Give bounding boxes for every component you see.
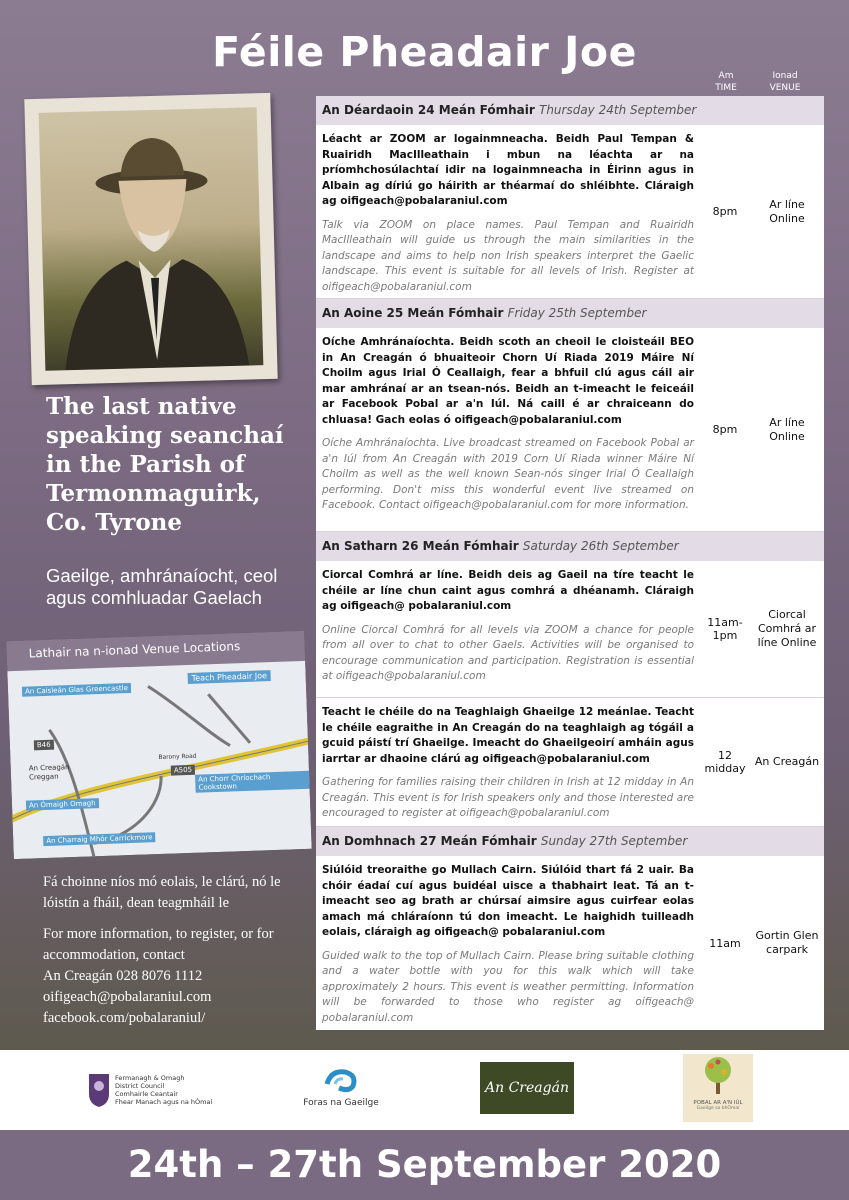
day-header [316, 96, 824, 125]
pobal-sublabel: Gaeilge sa bhOmaí [696, 1106, 740, 1111]
schedule-table [316, 96, 824, 1030]
contact-en: For more information, to register, or for accommodation, contact [43, 926, 274, 963]
date-banner: 24th – 27th September 2020 [0, 1130, 849, 1200]
page-title: Féile Pheadair Joe [212, 28, 637, 76]
day-header-ga: An Satharn 26 Meán Fómhair [322, 539, 519, 553]
foras-swirl-icon [323, 1066, 359, 1094]
council-line: Fhear Manach agus na hÓmaí [115, 1098, 213, 1106]
time-header-ga: Am [718, 71, 734, 81]
event-row [316, 561, 824, 698]
map-label-b46: B46 [34, 740, 54, 751]
event-venue: Ar líne Online [769, 197, 805, 225]
venue-header-ga: Ionad [772, 71, 798, 81]
council-line: Comhairle Ceantair [115, 1090, 178, 1098]
creagan-logo: An Creagán [480, 1062, 574, 1114]
event-time: 12 midday [704, 749, 746, 775]
map-title: Lathair na n-ionad Venue Locations [28, 639, 241, 661]
venue-map [6, 631, 311, 859]
time-header-en: TIME [715, 83, 737, 93]
map-label-omagh: An Ómaigh Omagh [26, 798, 99, 811]
map-label-a505: A505 [171, 765, 195, 776]
event-desc-ga: Ciorcal Comhrá ar líne. Beidh deis ag Gaeil na tíre teacht le chéile ar líne chun caint agus comhrá a dhéanamh. Cláraigh ag oifigeach@ pobalaraniul.com [322, 569, 694, 612]
day-header-en: Thursday 24th September [538, 103, 697, 117]
council-line: Fermanagh & Omagh [115, 1074, 185, 1082]
contact-email[interactable]: oifigeach@pobalaraniul.com [43, 989, 212, 1005]
event-time: 8pm [712, 205, 738, 218]
venue-column-header [752, 70, 818, 94]
event-desc-en: Oíche Amhránaíochta. Live broadcast streamed on Facebook Pobal ar a'n Iúl from An Creagán with 2019 Corn Uí Riada winner Máire Ní Choilm as well as the well known Sean-nós singer Irial Ó Ceallaigh performing. Don't miss this wonderful event live streamed on Facebook. Contact oifigeach@pobalaraniul.com for more information. [322, 437, 694, 511]
pobal-label: POBAL AR A'N IÚL [693, 1100, 743, 1106]
time-column-header [706, 70, 746, 94]
portrait-figure [39, 107, 264, 371]
event-time: 11am [709, 936, 741, 950]
event-desc-en: Online Ciorcal Comhrá for all levels via ZOOM a chance for people from all over to chat to other Gaels. Activities will be organised to encourage communication and participation. Registration is essential at oifigeach@pobalaraniul.com [322, 623, 694, 682]
day-header-en: Sunday 27th September [540, 834, 688, 848]
day-header-en: Friday 25th September [507, 306, 647, 320]
map-label-greencastle: An Caisleán Glas Greencastle [22, 683, 131, 697]
day-header [316, 532, 824, 561]
event-time: 8pm [712, 423, 738, 436]
day-header-ga: An Domhnach 27 Meán Fómhair [322, 834, 537, 848]
council-logo [88, 1072, 212, 1108]
event-desc-en: Talk via ZOOM on place names. Paul Tempan and Ruairidh MacIlleathain will guide us through the main similarities in the landscape and aims to help non Irish speakers interpret the Gaelic landscape. This event is suitable for all levels of Irish. Register at oifigeach@pobalaraniul.com [322, 218, 694, 293]
day-header-ga: An Déardaoin 24 Meán Fómhair [322, 103, 535, 117]
council-crest-icon [88, 1072, 110, 1108]
contact-facebook[interactable]: facebook.com/pobalaraniul/ [43, 1010, 206, 1026]
map-label-carrickmore: An Charraig Mhór Carrickmore [43, 832, 156, 846]
contact-block [43, 872, 313, 1029]
council-line: District Council [115, 1082, 165, 1090]
event-time: 11am-1pm [707, 616, 743, 642]
day-header [316, 827, 824, 856]
event-row [316, 125, 824, 299]
contact-ga: Fá choinne níos mó eolais, le clárú, nó le lóistín a fháil, dean teagmháil le [43, 874, 281, 911]
pobal-logo [683, 1054, 753, 1122]
event-desc-en: Gathering for families raising their children in Irish at 12 midday in An Creagán. This event is for Irish speakers only and those interested are encouraged to register at oifigeach@pobalaraniul.com [322, 776, 694, 819]
intro-heading: The last native speaking seanchaí in the Parish of Termonmaguirk, Co. Tyrone [46, 393, 284, 536]
event-desc-ga: Léacht ar ZOOM ar logainmneacha. Beidh Paul Tempan & Ruairidh MacIlleathain i mbun na léachta ar na príomhchosúlachtaí idir na logainmneacha in Éirinn agus in Albain ag díriú go háirith ar théarmaí do shléibhte. Cláraigh ag oifigeach@pobalaraniul.com [322, 133, 694, 207]
day-header-en: Saturday 26th September [522, 539, 679, 553]
event-venue: Ciorcal Comhrá ar líne Online [757, 608, 817, 649]
event-row [316, 328, 824, 532]
event-row [316, 698, 824, 827]
event-venue: Ar líne Online [769, 415, 805, 443]
map-label-cookstown: An Chorr Chríochach Cookstown [195, 771, 310, 793]
contact-phone: An Creagán 028 8076 1112 [43, 968, 203, 984]
event-desc-ga: Oíche Amhránaíochta. Beidh scoth an cheoil le cloisteáil BEO in An Creagán ó bhuaiteoir Chorn Uí Riada 2019 Máire Ní Choilm agus Irial Ó Ceallaigh, fear a bhfuil clú agus cáil air mar amhránaí ar an tsean-nós. Beidh an t-imeacht le feiceáil ar Facebook Pobal ar a'n Iúl. Ná caill é ar chraiceann do chluasa! Gach eolas ó oifigeach@pobalaraniul.com [322, 336, 694, 426]
event-venue: Gortin Glen carpark [755, 929, 819, 956]
map-label-barony-road: Barony Road [158, 752, 197, 762]
foras-label: Foras na Gaeilge [303, 1098, 379, 1108]
event-desc-en: Guided walk to the top of Mullach Cairn. Please bring suitable clothing and a water bottle with you for this walk which will take approximately 2 hours. This event is weather permitting. Information will be forwarded to those who register ag oifigeach@ pobalaraniul.com [322, 949, 694, 1024]
day-header [316, 299, 824, 328]
foras-logo [296, 1066, 386, 1108]
tree-icon [698, 1054, 738, 1096]
event-venue: An Creagán [754, 755, 820, 768]
event-desc-ga: Siúlóid treoraithe go Mullach Cairn. Siúlóid thart fá 2 uair. Ba chóir éadaí cuí agus buidéal uisce a thabhairt leat. Tá an t-imeacht seo ag brath ar chúrsaí aimsire agus cuirfear eolas amach má chláraíonn tú don imeacht. Le haighidh tuilleadh eolais, cláraigh ag oifigeach@ pobalaraniul.com [322, 864, 694, 938]
map-label-teach: Teach Pheadair Joe [188, 670, 272, 684]
venue-header-en: VENUE [769, 83, 801, 93]
map-label-creagan: An Creagán Creggan [28, 763, 70, 782]
intro-subheading: Gaeilge, amhránaíocht, ceol agus comhluadar Gaelach [46, 565, 278, 608]
event-row [316, 856, 824, 1030]
day-header-ga: An Aoine 25 Meán Fómhair [322, 306, 504, 320]
portrait-photo [24, 93, 277, 385]
event-desc-ga: Teacht le chéile do na Teaghlaigh Ghaeilge 12 meánlae. Teacht le chéile eagraithe in An Creagán do na teaghlaigh ag tógáil a gcuid páistí trí Ghaeilge. Imeacht do Ghaeilgeoirí amháin agus iarrtar ar dhaoine clárú ag oifigeach@pobalaraniul.com [322, 706, 694, 765]
sponsor-logos [0, 1050, 849, 1130]
